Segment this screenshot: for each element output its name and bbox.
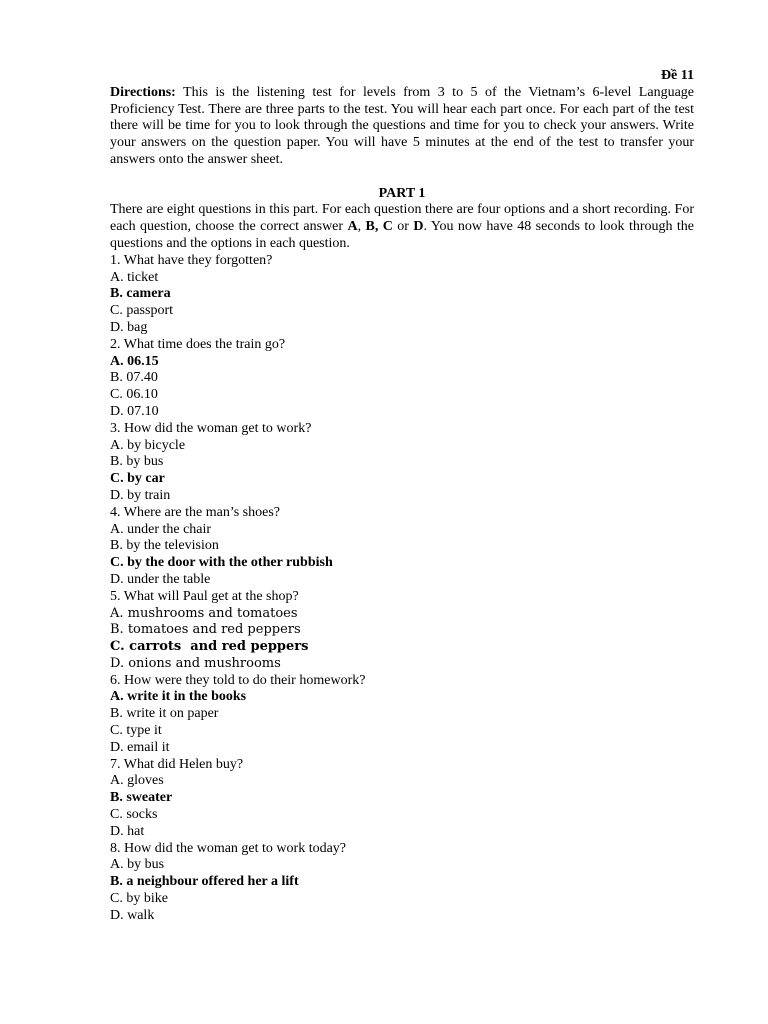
answer-option: D. email it: [110, 739, 170, 755]
answer-option: D. bag: [110, 319, 148, 335]
answer-option: C. 06.10: [110, 387, 158, 403]
part-title: PART 1: [378, 185, 426, 201]
intro-text-a: There are eight questions in this part. For each question there are four options and a short recording. For each question, choose the correct answer: [110, 202, 694, 235]
question-text: 1. What have they forgotten?: [110, 252, 273, 268]
document-content: [110, 68, 694, 925]
question-text: 2. What time does the train go?: [110, 336, 286, 352]
answer-option: D. walk: [110, 907, 155, 923]
question-text: 3. How did the woman get to work?: [110, 420, 312, 436]
question-list: [110, 253, 694, 925]
answer-option: D. 07.10: [110, 403, 159, 419]
answer-option: B. 07.40: [110, 370, 158, 386]
answer-option: B. by bus: [110, 454, 164, 470]
answer-option: C. type it: [110, 723, 162, 739]
answer-option-correct: A. write it in the books: [110, 689, 247, 705]
directions-label: Directions:: [110, 84, 176, 100]
answer-option: D. under the table: [110, 571, 211, 587]
answer-option-correct: C. by car: [110, 471, 165, 487]
part-intro: [110, 202, 694, 252]
answer-option: A. gloves: [110, 773, 164, 789]
answer-option-correct: B. a neighbour offered her a lift: [110, 874, 299, 890]
answer-option: A. under the chair: [110, 521, 212, 537]
intro-text-b: . You now have 48 seconds to look through the questions and the options in each question.: [110, 219, 694, 251]
question-text: 5. What will Paul get at the shop?: [110, 588, 299, 604]
answer-option: A. ticket: [110, 269, 159, 285]
intro-sep-1: ,: [357, 219, 366, 235]
answer-option: D. onions and mushrooms: [110, 655, 281, 671]
answer-option: D. by train: [110, 487, 171, 503]
answer-option: B. tomatoes and red peppers: [110, 622, 301, 638]
answer-option: B. write it on paper: [110, 706, 219, 722]
directions-text: This is the listening test for levels from 3 to 5 of the Vietnam’s 6-level Language Proficiency Test. There are three parts to the test. You will hear each part once. For each part of the test there will be time for you to look through the questions and time for you to check your answers. Write your answers on the question paper. You will have 5 minutes at the end of the test to transfer your answers onto the answer sheet.: [110, 84, 694, 167]
letter-d: D: [413, 219, 424, 235]
spacer: [110, 169, 694, 186]
question-text: 6. How were they told to do their homework?: [110, 672, 366, 688]
answer-option-correct: C. by the door with the other rubbish: [110, 555, 333, 571]
answer-option-correct: C. carrots and red peppers: [110, 639, 309, 655]
answer-option-correct: A. 06.15: [110, 353, 159, 369]
answer-option: C. by bike: [110, 891, 168, 907]
letter-a: A: [347, 219, 358, 235]
directions-paragraph: [110, 85, 694, 169]
answer-option: B. by the television: [110, 538, 219, 554]
answer-option: C. socks: [110, 807, 158, 823]
question-text: 4. Where are the man’s shoes?: [110, 504, 281, 520]
answer-option: D. hat: [110, 823, 145, 839]
answer-option: C. passport: [110, 303, 173, 319]
question-text: 7. What did Helen buy?: [110, 756, 244, 772]
answer-option: A. by bicycle: [110, 437, 186, 453]
answer-option-correct: B. sweater: [110, 790, 173, 806]
intro-sep-2: or: [392, 219, 414, 235]
answer-option: A. mushrooms and tomatoes: [110, 605, 298, 621]
answer-option-correct: B. camera: [110, 286, 171, 302]
letter-b-c: B, C: [365, 219, 393, 235]
exam-code: Đề 11: [660, 68, 694, 83]
question-text: 8. How did the woman get to work today?: [110, 840, 347, 856]
answer-option: A. by bus: [110, 857, 165, 873]
